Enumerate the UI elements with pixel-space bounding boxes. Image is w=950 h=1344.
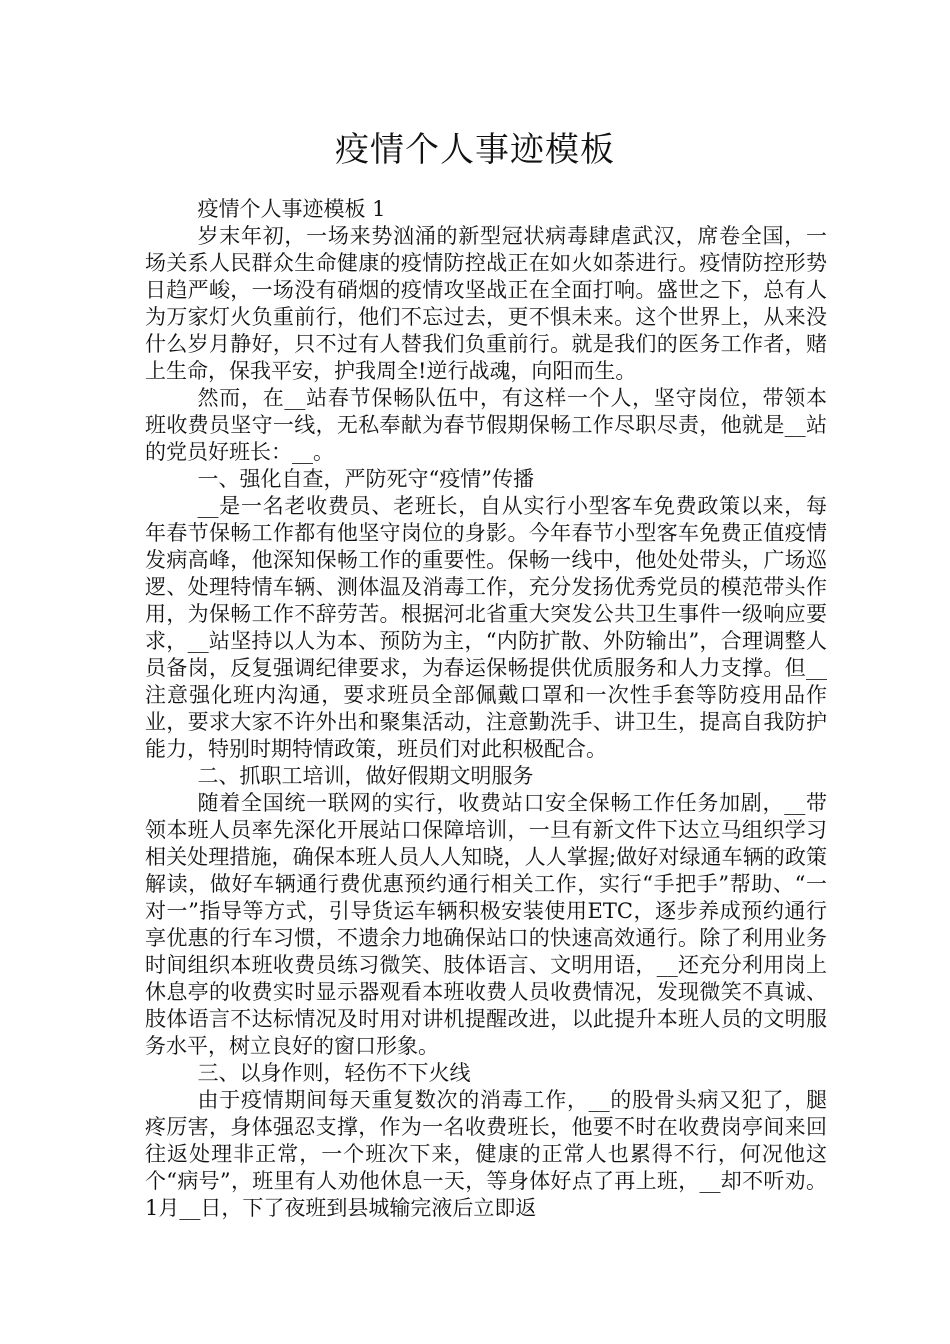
document-subtitle: 疫情个人事迹模板 1 xyxy=(197,197,386,221)
section-paragraph: __是一名老收费员、老班长，自从实行小型客车免费政策以来，每年春节保畅工作都有他坚守岗位的身影。今年春节小型客车免费正值疫情发病高峰，他深知保畅工作的重要性。保畅一线中，他处处带头，广场巡逻、处理特情车辆、测体温及消毒工作，充分发扬优秀党员的模范带头作用，为保畅工作不辞劳苦。根据河北省重大突发公共卫生事件一级响应要求，__站坚持以人为本、预防为主，“内防扩散、外防输出”，合理调整人员备岗，反复强调纪律要求，为春运保畅提供优质服务和人力支撑。但__注意强化班内沟通，要求班员全部佩戴口罩和一次性手套等防疫用品作业，要求大家不许外出和聚集活动，注意勤洗手、讲卫生，提高自我防护能力，特别时期特情政策，班员们对此积极配合。 xyxy=(145,494,827,761)
document-title: 疫情个人事迹模板 xyxy=(335,130,615,170)
section-heading: 一、强化自查，严防死守“疫情”传播 xyxy=(197,467,534,491)
section-heading: 二、抓职工培训，做好假期文明服务 xyxy=(197,764,534,788)
section-heading: 三、以身作则，轻伤不下火线 xyxy=(197,1061,471,1085)
paragraph-introduce-person: 然而，在__站春节保畅队伍中，有这样一个人，坚守岗位，带领本班收费员坚守一线，无私奉献为春节假期保畅工作尽职尽责，他就是__站的党员好班长：__。 xyxy=(145,386,827,464)
section-paragraph: 随着全国统一联网的实行，收费站口安全保畅工作任务加剧，__带领本班人员率先深化开展站口保障培训，一旦有新文件下达立马组织学习相关处理措施，确保本班人员人人知晓，人人掌握;做好对绿通车辆的政策解读，做好车辆通行费优惠预约通行相关工作，实行“手把手”帮助、“一对一”指导等方式，引导货运车辆积极安装使用ETC，逐步养成预约通行享优惠的行车习惯，不遗余力地确保站口的快速高效通行。除了利用业务时间组织本班收费员练习微笑、肢体语言、文明用语，__还充分利用岗上休息亭的收费实时显示器观看本班收费人员收费情况，发现微笑不真诚、肢体语言不达标情况及时用对讲机提醒改进，以此提升本班人员的文明服务水平，树立良好的窗口形象。 xyxy=(145,791,827,1058)
paragraph-intro: 岁末年初，一场来势汹涌的新型冠状病毒肆虐武汉，席卷全国，一场关系人民群众生命健康的疫情防控战正在如火如荼进行。疫情防控形势日趋严峻，一场没有硝烟的疫情攻坚战正在全面打响。盛世之下，总有人为万家灯火负重前行，他们不忘过去，更不惧未来。这个世界上，从来没什么岁月静好，只不过有人替我们负重前行。就是我们的医务工作者，赌上生命，保我平安，护我周全!逆行战魂，向阳而生。 xyxy=(145,224,827,383)
document-body xyxy=(145,196,827,1222)
section-paragraph: 由于疫情期间每天重复数次的消毒工作，__的股骨头病又犯了，腿疼厉害，身体强忍支撑，作为一名收费班长，他要不时在收费岗亭间来回往返处理非正常，一个班次下来，健康的正常人也累得不行，何况他这个“病号”，班里有人劝他休息一天，等身体好点了再上班，__却不听劝。1月__日，下了夜班到县城输完液后立即返 xyxy=(145,1088,827,1220)
